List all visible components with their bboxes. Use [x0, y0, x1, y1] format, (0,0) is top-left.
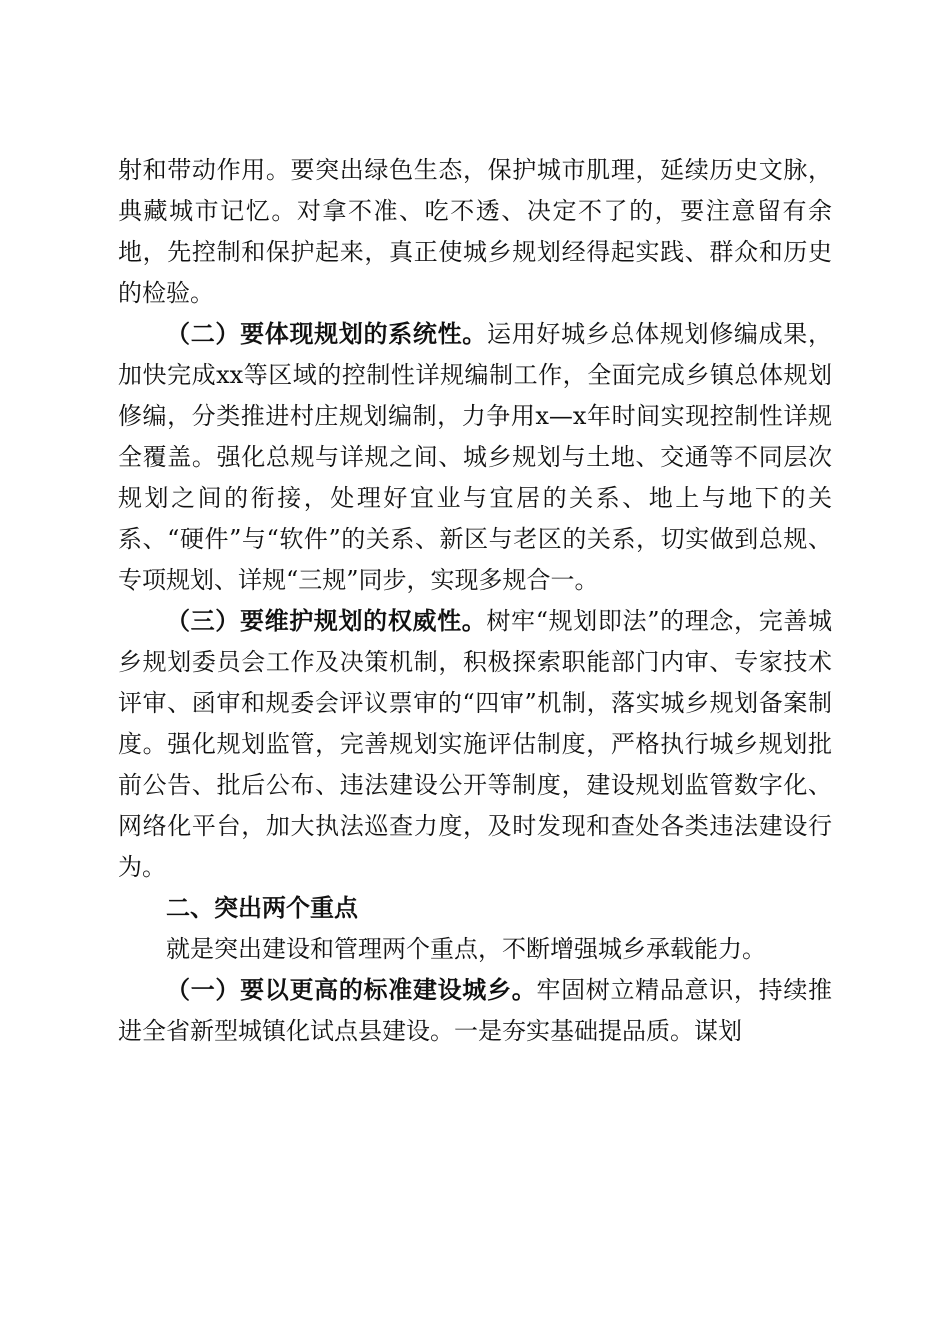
paragraph-text: 就是突出建设和管理两个重点，不断增强城乡承载能力。 [166, 935, 766, 963]
paragraph-text: 牢固树立精品意识，持续推进全省新型城镇化试点县建设。一是夯实基础提品质。谋划 [118, 976, 833, 1045]
paragraph-authority [118, 601, 832, 888]
paragraph-construction [118, 970, 832, 1052]
paragraph-text: 射和带动作用。要突出绿色生态，保护城市肌理，延续历史文脉，典藏城市记忆。对拿不准、吃不透、决定不了的，要注意留有余地，先控制和保护起来，真正使城乡规划经得起实践、群众和历史的检验。 [118, 156, 832, 307]
paragraph-heading: （二）要体现规划的系统性。 [166, 320, 487, 348]
paragraph-text: 树牢“规划即法”的理念，完善城乡规划委员会工作及决策机制，积极探索职能部门内审、专家技术评审、函审和规委会评议票审的“四审”机制，落实城乡规划备案制度。强化规划监管，完善规划实施评估制度，严格执行城乡规划批前公告、批后公布、违法建设公开等制度，建设规划监管数字化、网络化平台，加大执法巡查力度，及时发现和查处各类违法建设行为。 [118, 607, 832, 881]
paragraph-heading: （三）要维护规划的权威性。 [166, 607, 487, 635]
paragraph-text: 运用好城乡总体规划修编成果，加快完成xx等区域的控制性详规编制工作，全面完成乡镇总体规划修编，分类推进村庄规划编制，力争用x—x年时间实现控制性详规全覆盖。强化总规与详规之间、城乡规划与土地、交通等不同层次规划之间的衔接，处理好宜业与宜居的关系、地上与地下的关系、“硬件”与“软件”的关系、新区与老区的关系，切实做到总规、专项规划、详规“三规”同步，实现多规合一。 [118, 320, 832, 594]
paragraph-heading: （一）要以更高的标准建设城乡。 [166, 976, 537, 1004]
section-heading: 二、突出两个重点 [166, 894, 358, 922]
document-body [118, 150, 832, 1052]
paragraph-systematic [118, 314, 832, 601]
paragraph-intro [118, 929, 832, 970]
paragraph-continuation [118, 150, 832, 314]
